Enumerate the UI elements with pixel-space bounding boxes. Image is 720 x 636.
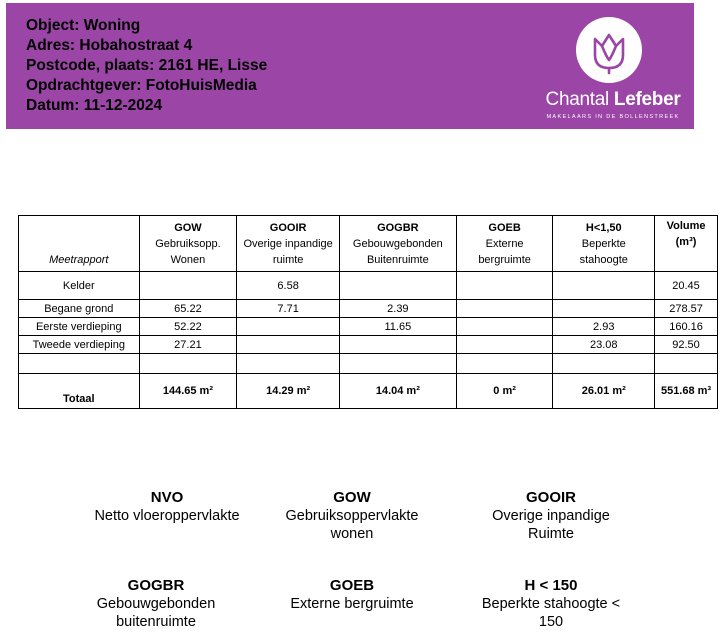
measurement-table	[18, 215, 718, 409]
total-label: Totaal	[19, 374, 140, 409]
cell-goeb	[456, 336, 553, 354]
cell-gow: 52.22	[139, 318, 237, 336]
legend-desc: Netto vloeroppervlakte	[94, 508, 240, 524]
cell-h150: 2.93	[553, 318, 655, 336]
logo-first-name: Chantal	[545, 89, 609, 110]
legend-code: H < 150	[524, 577, 578, 594]
legend-desc: Overige inpandige Ruimte	[492, 508, 610, 542]
column-desc: Overige inpandige ruimte	[243, 237, 333, 266]
postcode-line: Postcode, plaats: 2161 HE, Lisse	[26, 57, 268, 74]
client-line: Opdrachtgever: FotoHuisMedia	[26, 77, 257, 94]
legend-item-goeb	[257, 577, 447, 613]
column-desc: Gebouwgebonden Buitenruimte	[352, 237, 443, 266]
cell-volume: 160.16	[655, 318, 718, 336]
table-row	[19, 336, 718, 354]
table-total-row	[19, 374, 718, 409]
legend-item-h150	[456, 577, 646, 631]
cell-gogbr	[339, 272, 456, 300]
cell-gogbr	[339, 336, 456, 354]
legend-code: NVO	[150, 489, 184, 506]
total-gooir: 14.29 m²	[237, 374, 340, 409]
logo-tagline: MAKELAARS IN DE BOLLENSTREEK	[546, 114, 680, 120]
row-label: Kelder	[19, 272, 140, 300]
cell-goeb	[456, 272, 553, 300]
column-desc: Externe bergruimte	[478, 237, 531, 266]
cell-gow: 65.22	[139, 300, 237, 318]
total-goeb: 0 m²	[456, 374, 553, 409]
object-info	[26, 16, 267, 116]
column-desc: Gebruiksopp. Wonen	[155, 237, 221, 266]
date-line: Datum: 11-12-2024	[26, 97, 163, 114]
cell-h150	[553, 300, 655, 318]
table-title: Meetrapport	[19, 216, 140, 272]
column-code: GOW	[174, 221, 202, 234]
legend-code: GOEB	[329, 577, 375, 594]
legend-item-gooir	[456, 489, 646, 543]
cell-gow	[139, 272, 237, 300]
total-gogbr: 14.04 m²	[339, 374, 456, 409]
table-row	[19, 272, 718, 300]
cell-h150: 23.08	[553, 336, 655, 354]
legend-desc: Gebouwgebonden buitenruimte	[96, 596, 216, 630]
legend-desc: Gebruiksoppervlakte wonen	[285, 508, 419, 542]
cell-gooir	[237, 336, 340, 354]
cell-h150	[553, 272, 655, 300]
legend-item-gow	[257, 489, 447, 543]
object-line: Object: Woning	[26, 17, 141, 34]
table-row	[19, 300, 718, 318]
column-header-goeb	[456, 216, 553, 272]
cell-gogbr: 11.65	[339, 318, 456, 336]
total-h150: 26.01 m²	[553, 374, 655, 409]
column-header-h150	[553, 216, 655, 272]
column-header-gooir	[237, 216, 340, 272]
cell-volume: 278.57	[655, 300, 718, 318]
column-code: GOGBR	[377, 221, 419, 234]
column-header-volume	[655, 216, 718, 272]
cell-volume: 20.45	[655, 272, 718, 300]
tulip-icon	[576, 17, 642, 83]
table-header-row	[19, 216, 718, 272]
report-header	[6, 3, 694, 129]
total-gow: 144.65 m²	[139, 374, 237, 409]
legend-code: GOGBR	[127, 577, 185, 594]
address-line: Adres: Hobahostraat 4	[26, 37, 193, 54]
logo-last-name: Lefeber	[613, 89, 681, 110]
cell-goeb	[456, 318, 553, 336]
legend-item-gogbr	[61, 577, 251, 631]
column-code: H<1,50	[585, 221, 622, 234]
cell-gooir: 7.71	[237, 300, 340, 318]
legend-item-nvo	[72, 489, 262, 525]
row-label: Eerste verdieping	[19, 318, 140, 336]
cell-gow: 27.21	[139, 336, 237, 354]
column-code: GOOIR	[269, 221, 307, 234]
legend-desc: Beperkte stahoogte < 150	[481, 596, 621, 630]
logo-wordmark	[538, 89, 688, 111]
cell-gooir: 6.58	[237, 272, 340, 300]
table-empty-row	[19, 354, 718, 374]
column-header-gogbr	[339, 216, 456, 272]
column-code: GOEB	[488, 221, 521, 234]
legend-code: GOW	[333, 489, 371, 506]
cell-goeb	[456, 300, 553, 318]
table-row	[19, 318, 718, 336]
column-header-gow	[139, 216, 237, 272]
column-code: Volume (m³)	[666, 220, 706, 248]
legend-desc: Externe bergruimte	[290, 596, 414, 612]
column-desc: Beperkte stahoogte	[579, 237, 628, 266]
cell-gogbr: 2.39	[339, 300, 456, 318]
cell-volume: 92.50	[655, 336, 718, 354]
legend-code: GOOIR	[525, 489, 576, 506]
total-volume: 551.68 m³	[655, 374, 718, 409]
company-logo	[538, 15, 688, 127]
row-label: Tweede verdieping	[19, 336, 140, 354]
row-label: Begane grond	[19, 300, 140, 318]
cell-gooir	[237, 318, 340, 336]
